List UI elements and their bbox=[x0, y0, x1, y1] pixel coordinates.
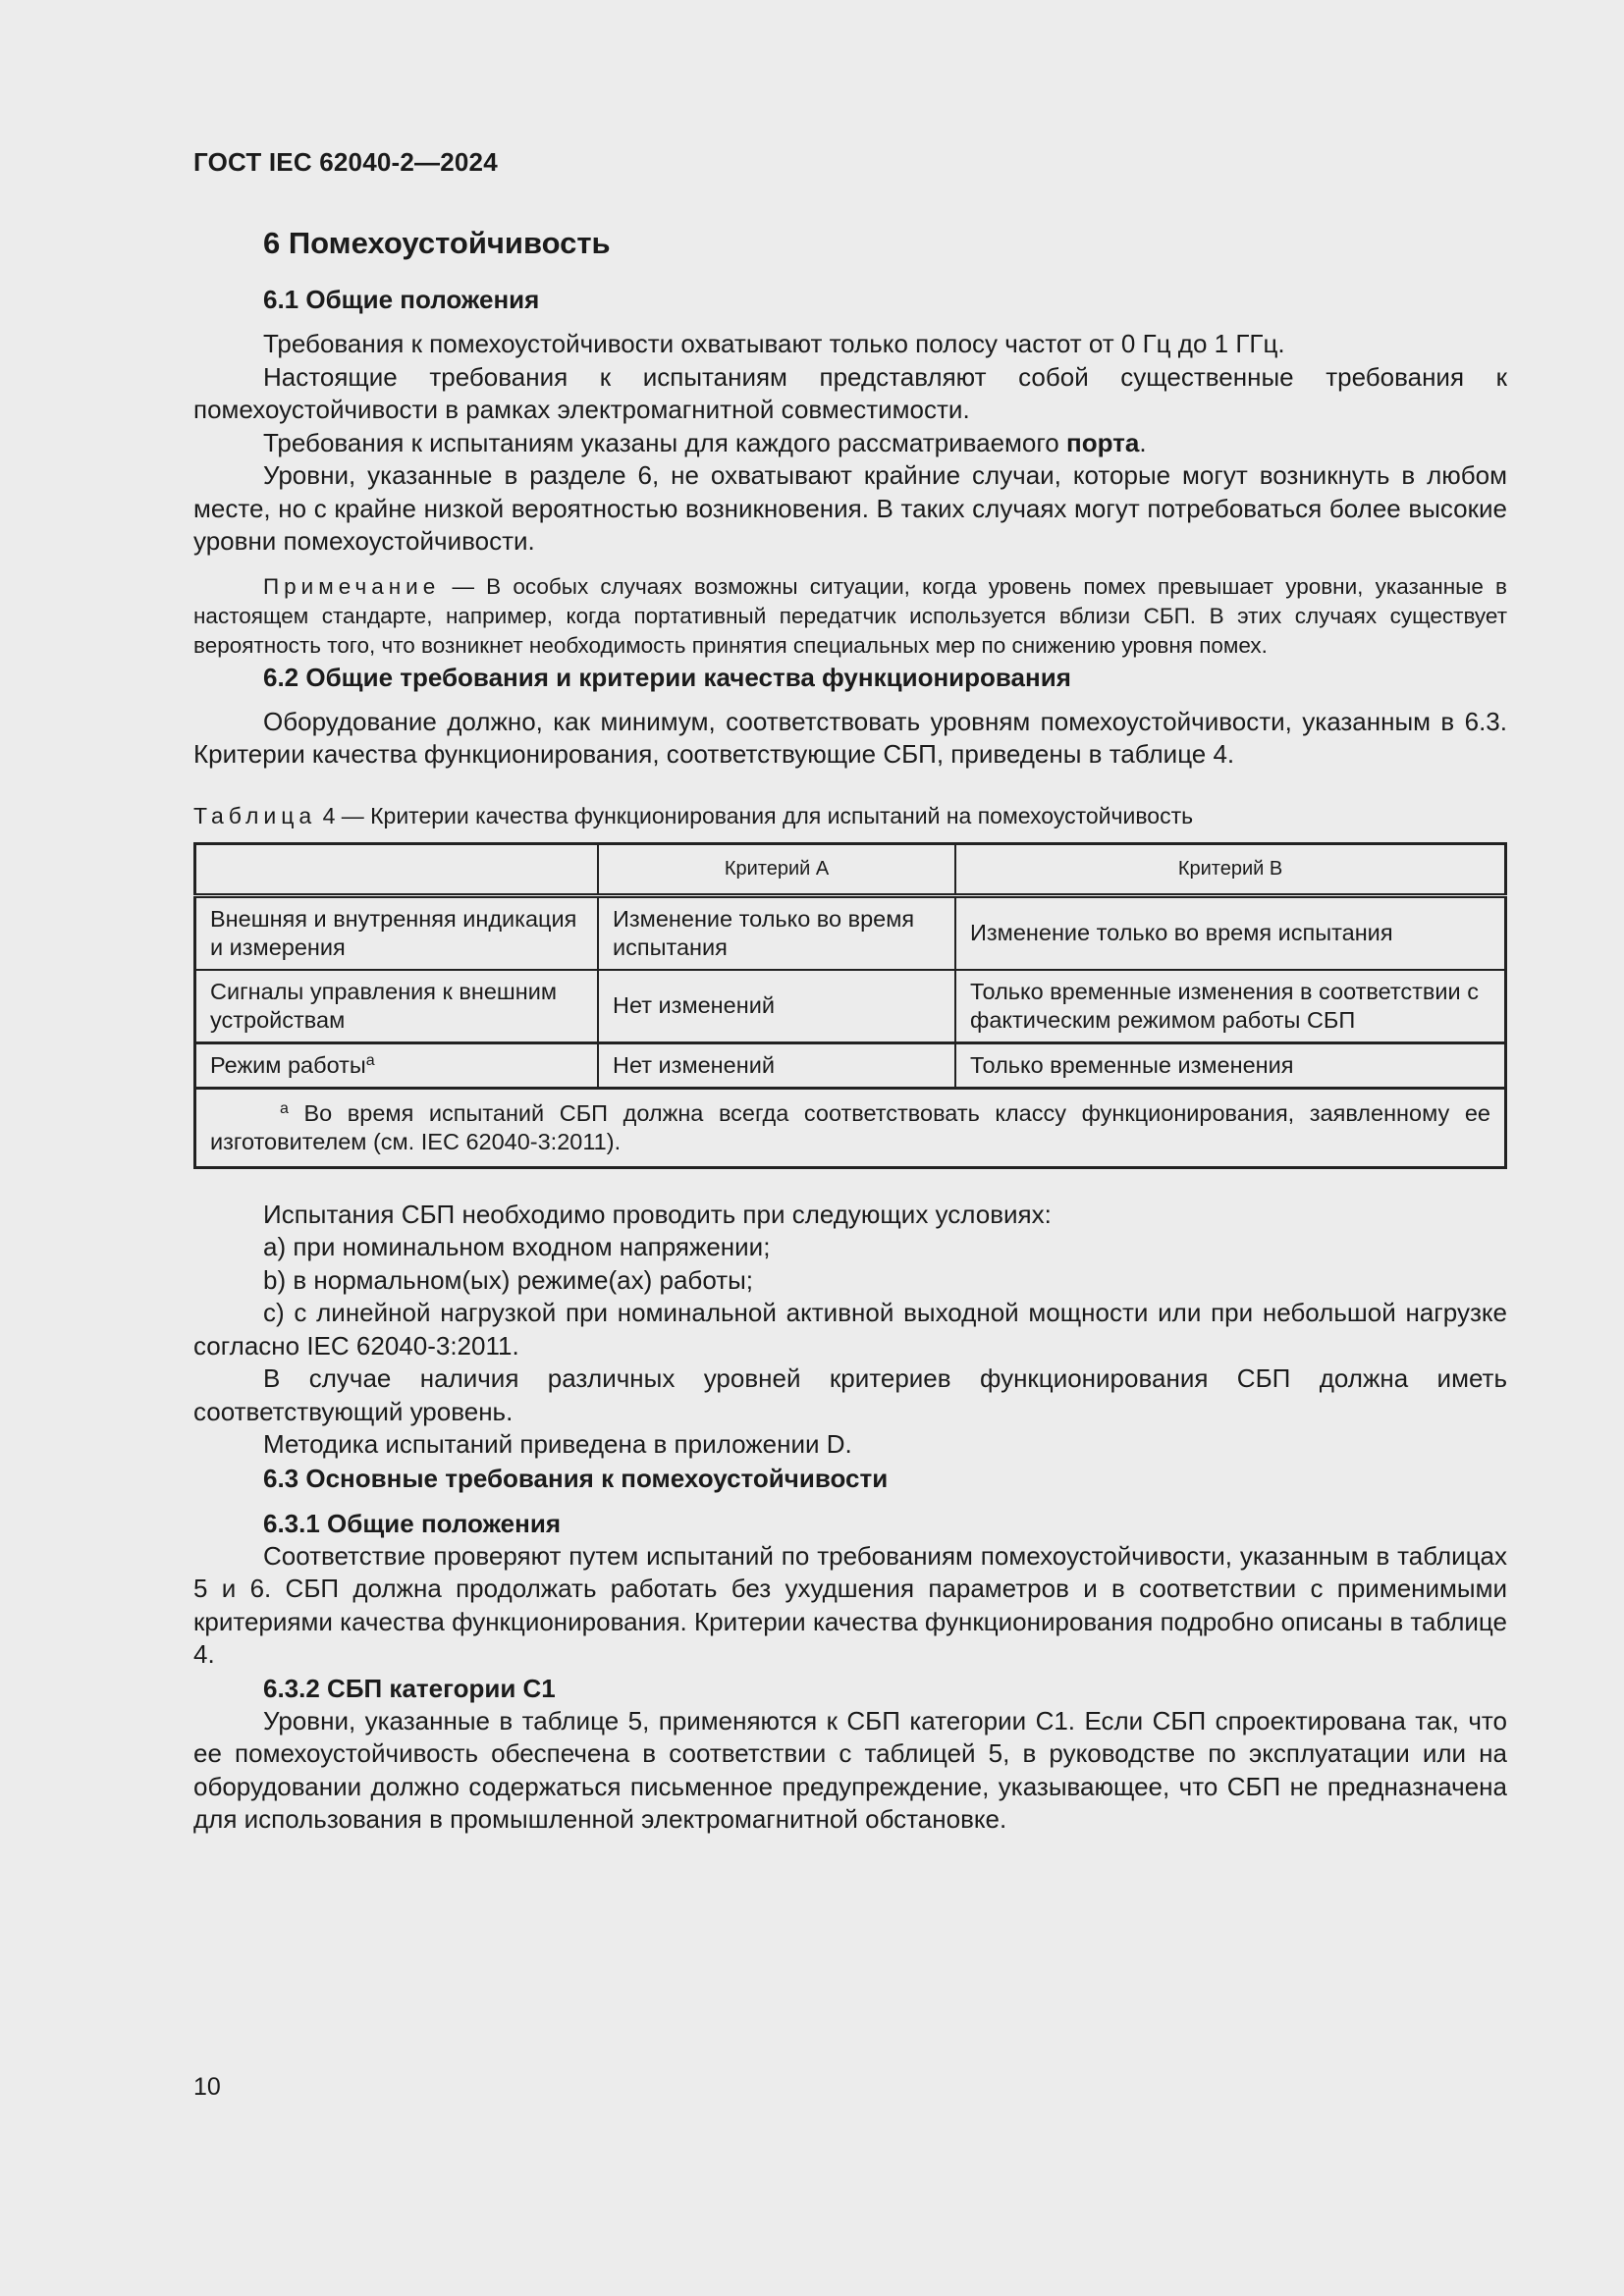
paragraph: Уровни, указанные в разделе 6, не охватывают крайние случаи, которые могут возникнуть в любом месте, но с крайне низкой вероятностью возникновения. В таких случаях могут потребоваться более высокие уровни помехоустойчивости. bbox=[193, 460, 1507, 556]
table-caption bbox=[193, 801, 1507, 830]
table-row bbox=[195, 970, 1506, 1043]
list-item: b) в нормальном(ых) режиме(ах) работы; bbox=[263, 1264, 754, 1295]
table-cell bbox=[195, 1042, 599, 1088]
table-title: 4 — Критерии качества функционирования для испытаний на помехоустойчивость bbox=[316, 802, 1194, 828]
paragraph: Методика испытаний приведена в приложении D. bbox=[263, 1429, 852, 1459]
note bbox=[193, 572, 1507, 661]
table-cell: Внешняя и внутренняя индикация и измерения bbox=[195, 895, 599, 970]
paragraph: Испытания СБП необходимо проводить при следующих условиях: bbox=[263, 1199, 1052, 1229]
section-6-1-title: 6.1 Общие положения bbox=[263, 285, 540, 314]
bold-term-port: порта bbox=[1065, 427, 1140, 457]
table-cell: Изменение только во время испытания bbox=[955, 895, 1506, 970]
table-cell: Нет изменений bbox=[598, 1042, 955, 1088]
list-item: a) при номинальном входном напряжении; bbox=[263, 1232, 771, 1261]
paragraph: Настоящие требования к испытаниям представляют собой существенные требования к помехоустойчивости в рамках электромагнитной совместимости. bbox=[193, 361, 1507, 424]
table-cell: Сигналы управления к внешним устройствам bbox=[195, 970, 599, 1043]
section-6-3-2-title: 6.3.2 СБП категории С1 bbox=[263, 1673, 556, 1703]
footnote-marker: a bbox=[365, 1051, 375, 1069]
section-6-3-1-title: 6.3.1 Общие положения bbox=[263, 1508, 561, 1538]
table-footnote bbox=[195, 1088, 1506, 1167]
paragraph: В случае наличия различных уровней критериев функционирования СБП должна иметь соответствующий уровень. bbox=[193, 1363, 1507, 1426]
table-cell: Нет изменений bbox=[598, 970, 955, 1043]
text-span: Требования к испытаниям указаны для каждого рассматриваемого bbox=[263, 427, 1066, 457]
footnote-marker: a bbox=[280, 1099, 289, 1117]
paragraph: Оборудование должно, как минимум, соответствовать уровням помехоустойчивости, указанным в 6.3. Критерии качества функционирования, соответствующие СБП, приведены в таблице 4. bbox=[193, 706, 1507, 769]
section-6-2-title: 6.2 Общие требования и критерии качества функционирования bbox=[263, 662, 1071, 692]
table-header-row bbox=[195, 843, 1506, 895]
table-label: Таблица bbox=[193, 802, 317, 828]
paragraph: Уровни, указанные в таблице 5, применяются к СБП категории С1. Если СБП спроектирована так, что ее помехоустойчивость обеспечена в соответствии с таблицей 5, в руководстве по эксплуатации или на оборудовании должно содержаться письменное предупреждение, указывающее, что СБП не предназначена для использования в промышленной электромагнитной обстановке. bbox=[193, 1705, 1507, 1834]
table-cell: Изменение только во время испытания bbox=[598, 895, 955, 970]
document-header: ГОСТ IEC 62040-2—2024 bbox=[193, 147, 498, 177]
text-span: . bbox=[1139, 427, 1147, 457]
section-6-3-title: 6.3 Основные требования к помехоустойчивости bbox=[263, 1463, 889, 1493]
footnote-text: Во время испытаний СБП должна всегда соответствовать классу функционирования, заявленному ее изготовителем (см. IEC 62040-3:2011). bbox=[210, 1099, 1490, 1154]
table-footnote-row bbox=[195, 1088, 1506, 1167]
note-text: — В особых случаях возможны ситуации, когда уровень помех превышает уровни, указанные в настоящем стандарте, например, когда портативный передатчик используется вблизи СБП. В этих случаях существует вероятность того, что возникнет необходимость принятия специальных мер по снижению уровня помех. bbox=[193, 573, 1507, 658]
table-cell: Только временные изменения bbox=[955, 1042, 1506, 1088]
list-item: c) с линейной нагрузкой при номинальной активной выходной мощности или при небольшой нагрузке согласно IEC 62040-3:2011. bbox=[193, 1298, 1507, 1361]
table-header-cell bbox=[195, 843, 599, 895]
table-header-cell: Критерий A bbox=[598, 843, 955, 895]
table-row bbox=[195, 895, 1506, 970]
paragraph bbox=[193, 427, 1507, 460]
paragraph: Соответствие проверяют путем испытаний по требованиям помехоустойчивости, указанным в таблицах 5 и 6. СБП должна продолжать работать без ухудшения параметров и в соответствии с применимыми критериями качества функционирования. Критерии качества функционирования подробно описаны в таблице 4. bbox=[193, 1540, 1507, 1669]
table-row bbox=[195, 1042, 1506, 1088]
section-6-title: 6 Помехоустойчивость bbox=[263, 226, 611, 260]
note-label: Примечание bbox=[263, 573, 441, 599]
paragraph: Требования к помехоустойчивости охватывают только полосу частот от 0 Гц до 1 ГГц. bbox=[263, 329, 1285, 358]
table-cell-text: Режим работы bbox=[210, 1051, 366, 1078]
criteria-table bbox=[193, 842, 1507, 1169]
table-header-cell: Критерий B bbox=[955, 843, 1506, 895]
table-cell: Только временные изменения в соответствии с фактическим режимом работы СБП bbox=[955, 970, 1506, 1043]
page-content bbox=[193, 224, 1507, 1837]
page-number: 10 bbox=[193, 2073, 221, 2101]
